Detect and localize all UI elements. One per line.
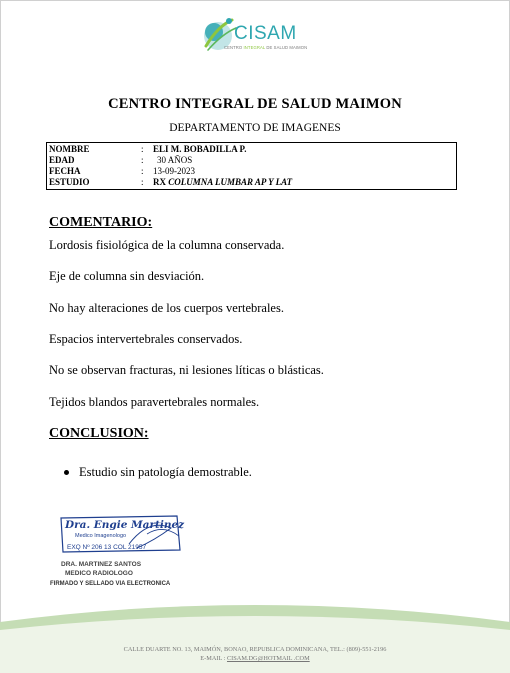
- bullet-icon: [64, 470, 69, 475]
- logo-subtitle-post: DE SALUD MAIMON: [265, 45, 308, 50]
- footer-address: CALLE DUARTE NO. 13, MAIMÓN, BONAO, REPUBLICA DOMINICANA, TEL.: (809)-551-2196: [123, 646, 387, 653]
- patient-label: EDAD: [49, 155, 75, 165]
- document-title: CENTRO INTEGRAL DE SALUD MAIMON: [108, 96, 402, 112]
- patient-label: NOMBRE: [49, 144, 90, 154]
- patient-value: 30 AÑOS: [157, 155, 193, 165]
- conclusion-heading: CONCLUSION:: [49, 426, 149, 441]
- signature-stamp: [59, 514, 183, 554]
- patient-row-date: [49, 166, 449, 177]
- logo-wordmark: CISAM: [234, 23, 297, 44]
- patient-colon: :: [141, 155, 144, 165]
- patient-row-study: [49, 177, 449, 188]
- comment-line: Lordosis fisiológica de la columna conservada.: [49, 238, 285, 252]
- logo-subtitle-highlight: INTEGRAL: [243, 45, 266, 50]
- conclusion-item: Estudio sin patología demostrable.: [79, 465, 252, 479]
- signer-role: MEDICO RADIOLOGO: [65, 570, 133, 577]
- footer-email-line: [0, 655, 510, 662]
- patient-label: ESTUDIO: [49, 177, 90, 187]
- patient-row-name: [49, 144, 449, 155]
- signer-name: DRA. MARTINEZ SANTOS: [61, 561, 142, 568]
- patient-value: [153, 177, 292, 188]
- patient-colon: :: [141, 177, 144, 187]
- study-name: COLUMNA LUMBAR AP Y LAT: [168, 177, 293, 187]
- comment-line: Eje de columna sin desviación.: [49, 269, 205, 283]
- comment-line: Tejidos blandos paravertebrales normales.: [49, 395, 260, 409]
- comentario-heading: COMENTARIO:: [49, 215, 153, 230]
- comment-line: No se observan fracturas, ni lesiones líticas o blásticas.: [49, 363, 324, 377]
- logo-subtitle-pre: CENTRO: [224, 45, 244, 50]
- logo-subtitle: [224, 45, 316, 50]
- patient-colon: :: [141, 166, 144, 176]
- department-name: DEPARTAMENTO DE IMAGENES: [169, 122, 341, 134]
- study-prefix: RX: [153, 177, 169, 187]
- patient-row-age: [49, 155, 449, 166]
- stamp-title: Medico Imagenologo: [75, 533, 127, 539]
- patient-colon: :: [141, 144, 144, 154]
- footer-email-label: E-MAIL :: [200, 655, 227, 662]
- patient-value: ELI M. BOBADILLA P.: [153, 144, 247, 154]
- cisam-logo: [198, 12, 318, 56]
- stamp-ids: EXQ Nº 206 13 COL 21957: [67, 544, 147, 551]
- footer-email-link[interactable]: CISAM.DG@HOTMAIL .COM: [226, 655, 310, 662]
- comment-line: Espacios intervertebrales conservados.: [49, 332, 243, 346]
- comment-line: No hay alteraciones de los cuerpos vertebrales.: [49, 301, 284, 315]
- stamp-signature: Dra. Engie Martinez: [65, 519, 185, 531]
- signature-note: FIRMADO Y SELLADO VIA ELECTRONICA: [50, 581, 171, 587]
- patient-value: 13-09-2023: [153, 166, 195, 176]
- patient-label: FECHA: [49, 166, 81, 176]
- patient-info-box: [46, 142, 457, 190]
